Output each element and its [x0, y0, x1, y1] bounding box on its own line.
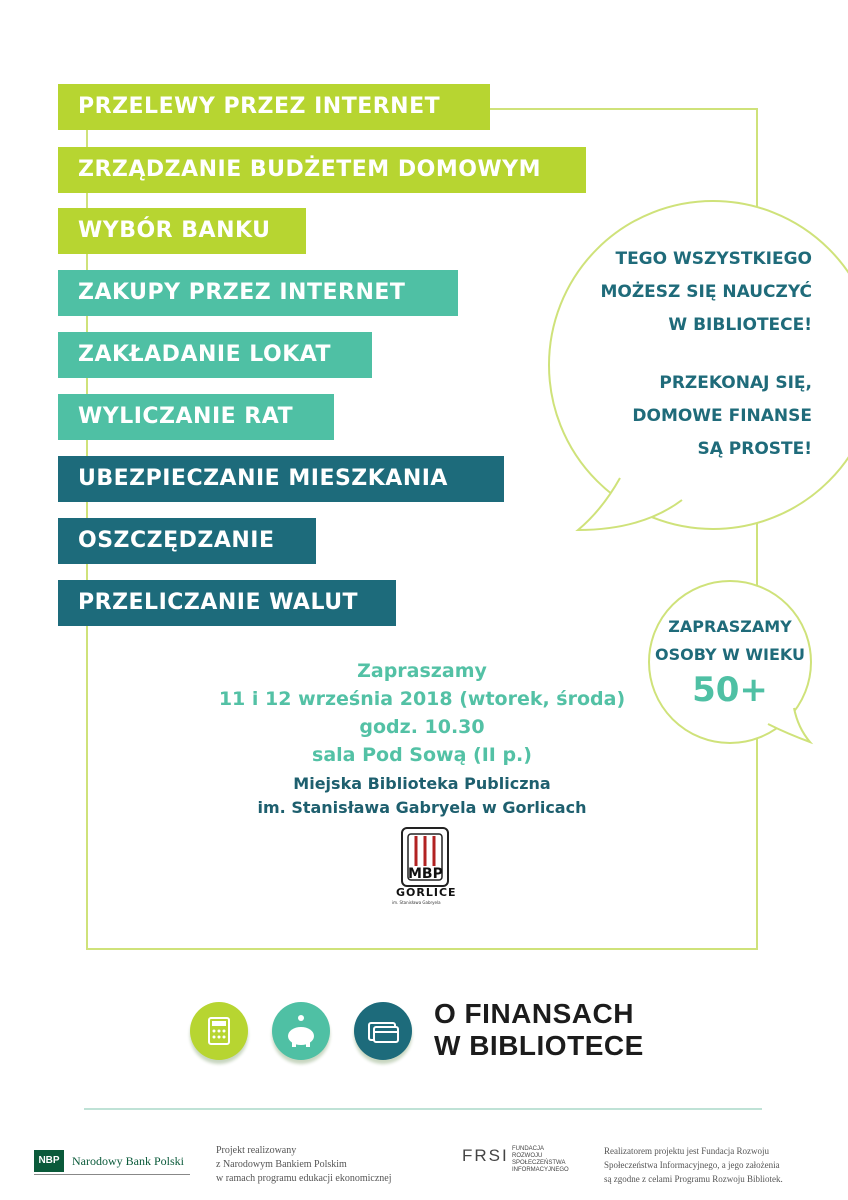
topic-bar: WYBÓR BANKU [58, 208, 306, 254]
bubble-line: SĄ PROSTE! [697, 439, 812, 459]
event-time: godz. 10.30 [359, 716, 485, 738]
campaign-title-line1: O FINANSACH [434, 998, 634, 1029]
frsi-abbr: FRSI [462, 1146, 509, 1165]
credit-card-icon [354, 1002, 412, 1060]
project-note-line: Projekt realizowany [216, 1145, 297, 1156]
topic-bar: ZAKUPY PRZEZ INTERNET [58, 270, 458, 316]
frsi-line: ROZWOJU [512, 1153, 543, 1159]
bubble-line: W BIBLIOTECE! [668, 315, 812, 335]
library-name: Miejska Biblioteka Publiczna [293, 774, 551, 793]
mbp-logo-letters: MBP [408, 866, 443, 882]
campaign-title-line2: W BIBLIOTECE [434, 1030, 644, 1061]
project-note-line: w ramach programu edukacji ekonomicznej [216, 1173, 392, 1184]
topic-bar: WYLICZANIE RAT [58, 394, 334, 440]
library-patron: im. Stanisława Gabryela w Gorlicach [257, 798, 587, 817]
bubble-line: PRZEKONAJ SIĘ, [659, 373, 812, 393]
frsi-line: INFORMACYJNEGO [512, 1167, 569, 1173]
mbp-logo [392, 826, 458, 910]
topic-bar: PRZELICZANIE WALUT [58, 580, 396, 626]
topic-bar: ZAKŁADANIE LOKAT [58, 332, 372, 378]
mbp-logo-city: GORLICE [396, 886, 457, 899]
age-bubble-line2: OSOBY W WIEKU [654, 645, 806, 664]
nbp-underline [34, 1174, 190, 1175]
nbp-name: Narodowy Bank Polski [72, 1154, 184, 1168]
realizer-note-line: są zgodne z celami Programu Rozwoju Bibliotek. [604, 1174, 783, 1184]
bubble-line: TEGO WSZYSTKIEGO [615, 249, 812, 269]
calculator-icon [190, 1002, 248, 1060]
event-dates: 11 i 12 września 2018 (wtorek, środa) [218, 688, 626, 710]
bubble-line: DOMOWE FINANSE [632, 406, 812, 426]
realizer-note-line: Realizatorem projektu jest Fundacja Rozwoju [604, 1146, 769, 1156]
age-bubble-line1: ZAPRASZAMY [668, 617, 792, 636]
event-intro: Zapraszamy [357, 660, 487, 682]
mbp-logo-subtitle: im. Stanisława Gabryela [392, 900, 441, 905]
piggy-bank-icon [272, 1002, 330, 1060]
realizer-note-line: Społeczeństwa Informacyjnego, a jego założenia [604, 1160, 780, 1170]
topic-bar: OSZCZĘDZANIE [58, 518, 316, 564]
topic-bar: ZRZĄDZANIE BUDŻETEM DOMOWYM [58, 147, 586, 193]
footer-divider [84, 1108, 762, 1110]
frsi-line: SPOŁECZEŃSTWA [512, 1160, 566, 1166]
frsi-line: FUNDACJA [512, 1146, 545, 1152]
bubble-line: MOŻESZ SIĘ NAUCZYĆ [600, 282, 812, 302]
nbp-badge: NBP [34, 1150, 64, 1172]
age-label: 50+ [692, 670, 768, 710]
speech-bubble-tail [572, 470, 692, 540]
topic-bar: PRZELEWY PRZEZ INTERNET [58, 84, 490, 130]
event-room: sala Pod Sową (II p.) [312, 744, 532, 766]
project-note-line: z Narodowym Bankiem Polskim [216, 1159, 347, 1170]
topic-bar: UBEZPIECZANIE MIESZKANIA [58, 456, 504, 502]
